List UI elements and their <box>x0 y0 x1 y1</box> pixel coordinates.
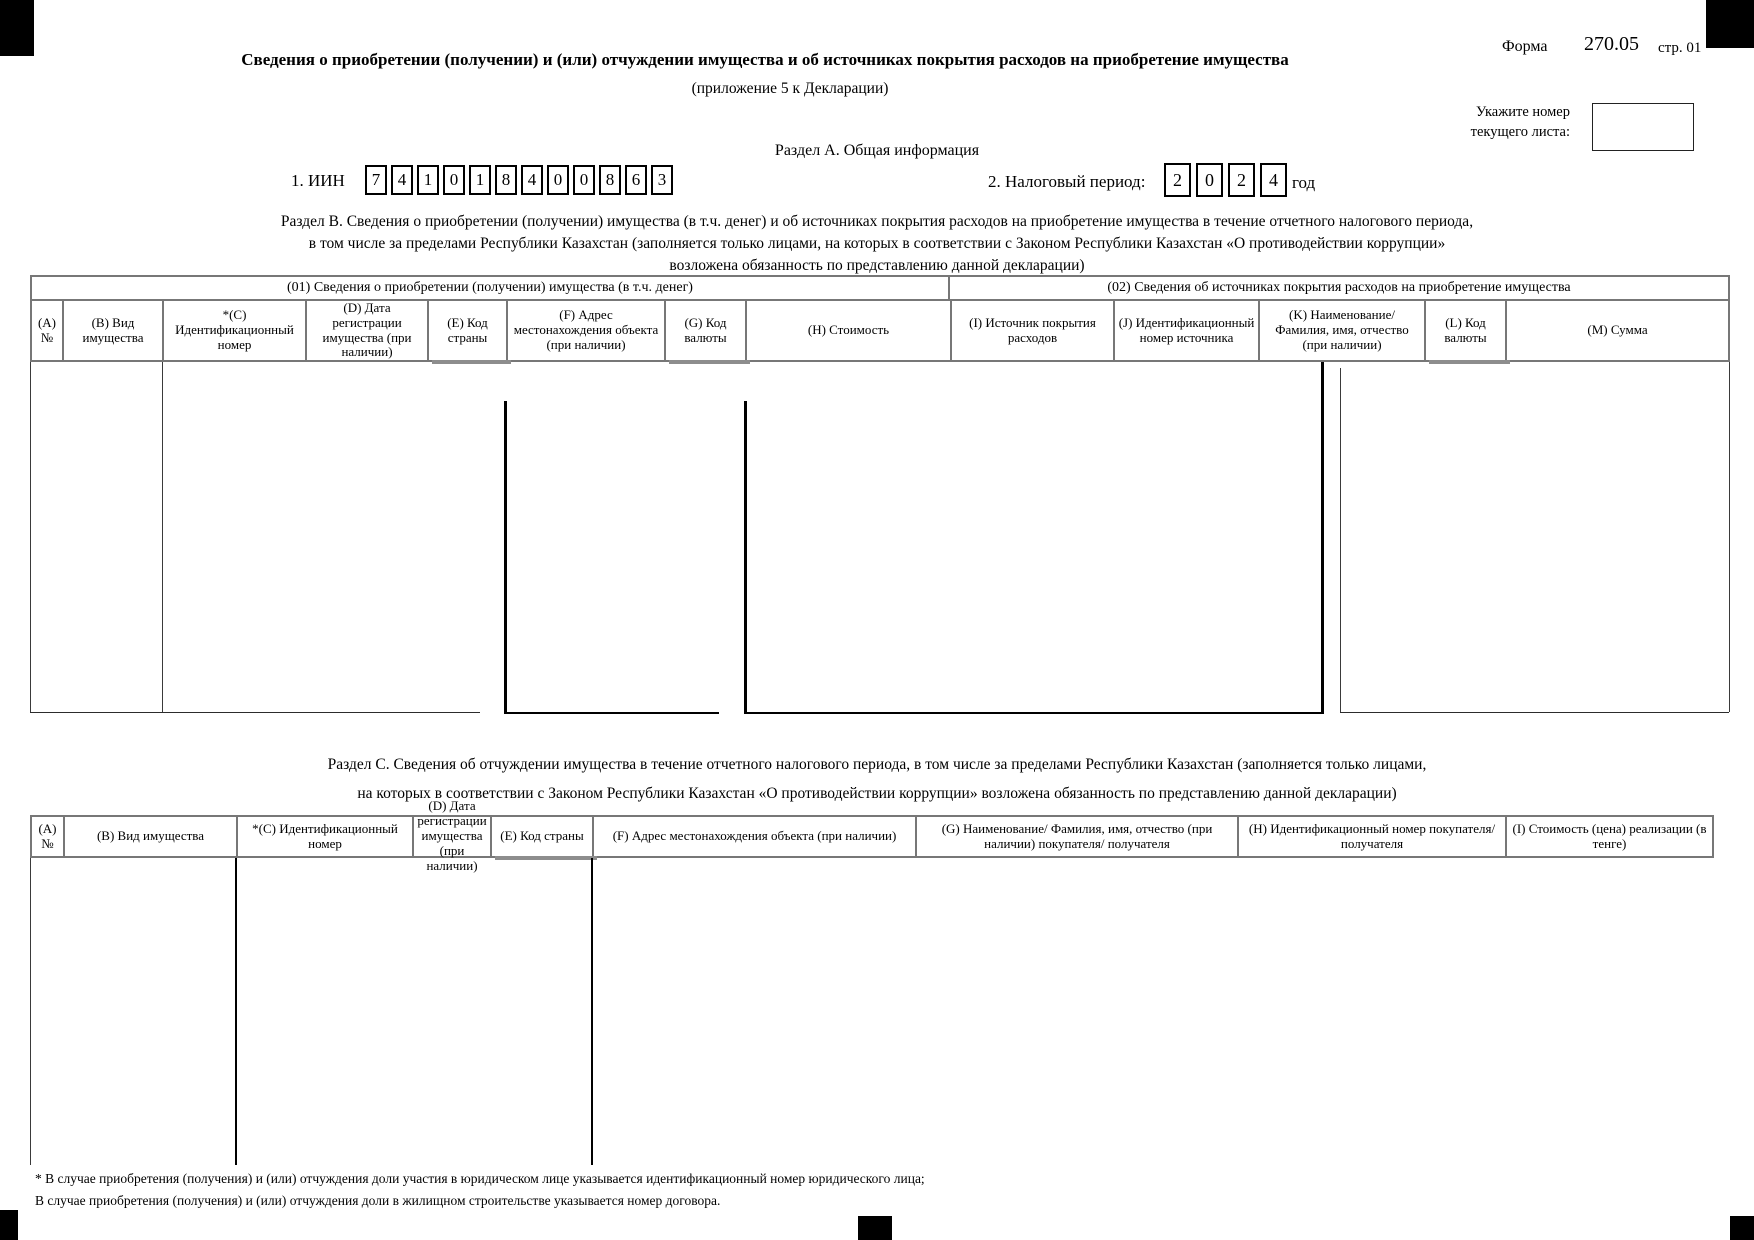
footnote-line1: * В случае приобретения (получения) и (или) отчуждения доли участия в юридическом лице указывается идентификационный номер юридического лица; <box>35 1171 925 1186</box>
current-sheet-label <box>1280 102 1570 142</box>
table-b-body-line <box>504 712 719 714</box>
table-b-body-line <box>744 401 747 714</box>
iin-digit-box[interactable]: 7 <box>365 165 387 195</box>
year-label: год <box>1292 173 1316 192</box>
col-header-c-c: *(C) Идентификационный номер <box>238 817 414 856</box>
tax-period-digit-box[interactable]: 4 <box>1260 163 1287 197</box>
table-c-body-line <box>591 858 593 1165</box>
page-number: стр. 01 <box>1658 40 1702 56</box>
col-header-c-d: (D) Дата регистрации имущества (при наличии) <box>414 817 492 856</box>
col-header-b-c: *(C) Идентификационный номер <box>164 301 307 360</box>
current-sheet-label-line2: текущего листа: <box>1470 124 1570 140</box>
table-b-body-line <box>1321 362 1324 712</box>
section-b-column-headers <box>30 301 1730 362</box>
page-subtitle: (приложение 5 к Декларации) <box>691 80 889 97</box>
tax-period-label: 2. Налоговый период: <box>988 172 1146 191</box>
col-header-c-g: (G) Наименование/ Фамилия, имя, отчество (при наличии) покупателя/ получателя <box>917 817 1239 856</box>
section-c-heading-line1: Раздел С. Сведения об отчуждении имущества в течение отчетного налогового периода, в том числе за пределами Республики Казахстан (заполняется только лицами, <box>327 756 1427 773</box>
section-c-entry-area[interactable] <box>31 859 1714 1164</box>
table-c-body-line <box>30 858 31 1165</box>
table-b-body-line <box>162 362 163 712</box>
col-header-c-h: (H) Идентификационный номер покупателя/получателя <box>1239 817 1507 856</box>
col-header-c-a: (A) № <box>32 817 65 856</box>
col-header-c-e: (E) Код страны <box>492 817 594 856</box>
section-b-group-row <box>30 275 1730 301</box>
col-header-b-m: (М) Сумма <box>1507 301 1728 360</box>
col-header-b-a: (A) № <box>32 301 64 360</box>
table-b-body-line <box>504 401 507 714</box>
section-b-heading <box>30 211 1724 277</box>
col-header-b-e: (E) Код страны <box>429 301 508 360</box>
form-number: 270.05 <box>1584 33 1639 55</box>
col-header-b-f: (F) Адрес местонахождения объекта (при наличии) <box>508 301 666 360</box>
table-b-body-line <box>1340 368 1341 712</box>
col-header-b-j: (J) Идентификационный номер источника <box>1115 301 1260 360</box>
tax-period-digit-box[interactable]: 2 <box>1164 163 1191 197</box>
section-b-heading-line3: возложена обязанность по представлению данной декларации) <box>669 257 1085 274</box>
registration-mark-top-right <box>1706 0 1754 48</box>
iin-digit-box[interactable]: 4 <box>521 165 543 195</box>
col-header-b-h: (H) Стоимость <box>747 301 952 360</box>
iin-input <box>365 165 677 195</box>
registration-mark-bottom-right <box>1730 1216 1754 1240</box>
iin-digit-box[interactable]: 8 <box>495 165 517 195</box>
registration-mark-bottom-center <box>858 1216 892 1240</box>
iin-digit-box[interactable]: 0 <box>547 165 569 195</box>
footnote <box>35 1168 925 1212</box>
table-b-body-line <box>30 712 480 713</box>
iin-digit-box[interactable]: 8 <box>599 165 621 195</box>
iin-digit-box[interactable]: 0 <box>443 165 465 195</box>
col-header-c-b: (B) Вид имущества <box>65 817 238 856</box>
group-02-header: (02) Сведения об источниках покрытия расходов на приобретение имущества <box>1107 280 1571 295</box>
current-sheet-label-line1: Укажите номер <box>1475 104 1570 120</box>
iin-digit-box[interactable]: 0 <box>573 165 595 195</box>
iin-digit-box[interactable]: 3 <box>651 165 673 195</box>
col-header-b-i: (I) Источник покрытия расходов <box>952 301 1115 360</box>
section-c-heading-line2: на которых в соответствии с Законом Республики Казахстан «О противодействии коррупции» возложена обязанность по представлению данной декларации) <box>357 785 1397 802</box>
group-01-header: (01) Сведения о приобретении (получении) имущества (в т.ч. денег) <box>32 277 950 299</box>
registration-mark-top-left <box>0 0 34 56</box>
section-c-table <box>30 798 1714 873</box>
table-b-body-line <box>1729 362 1730 712</box>
col-header-b-l: (L) Код валюты <box>1426 301 1507 360</box>
col-header-b-k: (K) Наименование/ Фамилия, имя, отчество (при наличии) <box>1260 301 1426 360</box>
tax-period-input <box>1164 163 1292 197</box>
section-a-title: Раздел А. Общая информация <box>774 142 980 159</box>
table-c-body-line <box>235 858 237 1165</box>
col-header-b-b: (B) Вид имущества <box>64 301 164 360</box>
iin-label: 1. ИИН <box>291 171 345 190</box>
iin-digit-box[interactable]: 1 <box>469 165 491 195</box>
section-b-heading-line1: Раздел В. Сведения о приобретении (получении) имущества (в т.ч. денег) и об источниках покрытия расходов на приобретение имущества в течение отчетного налогового периода, <box>280 213 1474 230</box>
col-header-b-d: (D) Дата регистрации имущества (при наличии) <box>307 301 429 360</box>
footnote-line2: В случае приобретения (получения) и (или) отчуждения доли в жилищном строительстве указывается номер договора. <box>35 1193 721 1208</box>
section-c-heading <box>30 750 1724 808</box>
table-b-body-line <box>30 362 31 712</box>
section-b-heading-line2: в том числе за пределами Республики Казахстан (заполняется только лицами, на которых в соответствии с Законом Республики Казахстан «О противодействии коррупции» <box>308 235 1446 252</box>
tax-period-digit-box[interactable]: 0 <box>1196 163 1223 197</box>
section-b-entry-area[interactable] <box>31 363 1729 711</box>
page-title: Сведения о приобретении (получении) и (или) отчуждении имущества и об источниках покрытия расходов на приобретение имущества <box>241 50 1289 69</box>
form-label: Форма <box>1502 38 1548 55</box>
registration-mark-bottom-left <box>0 1210 18 1240</box>
table-b-body-line <box>1340 712 1729 713</box>
iin-digit-box[interactable]: 4 <box>391 165 413 195</box>
section-b-table <box>30 275 1730 362</box>
table-b-body-line <box>744 712 1324 714</box>
section-c-column-headers <box>30 798 1714 873</box>
iin-digit-box[interactable]: 6 <box>625 165 647 195</box>
col-header-c-f: (F) Адрес местонахождения объекта (при наличии) <box>594 817 917 856</box>
col-header-c-i: (I) Стоимость (цена) реализации (в тенге) <box>1507 817 1712 856</box>
iin-digit-box[interactable]: 1 <box>417 165 439 195</box>
col-header-b-g: (G) Код валюты <box>666 301 747 360</box>
tax-period-digit-box[interactable]: 2 <box>1228 163 1255 197</box>
